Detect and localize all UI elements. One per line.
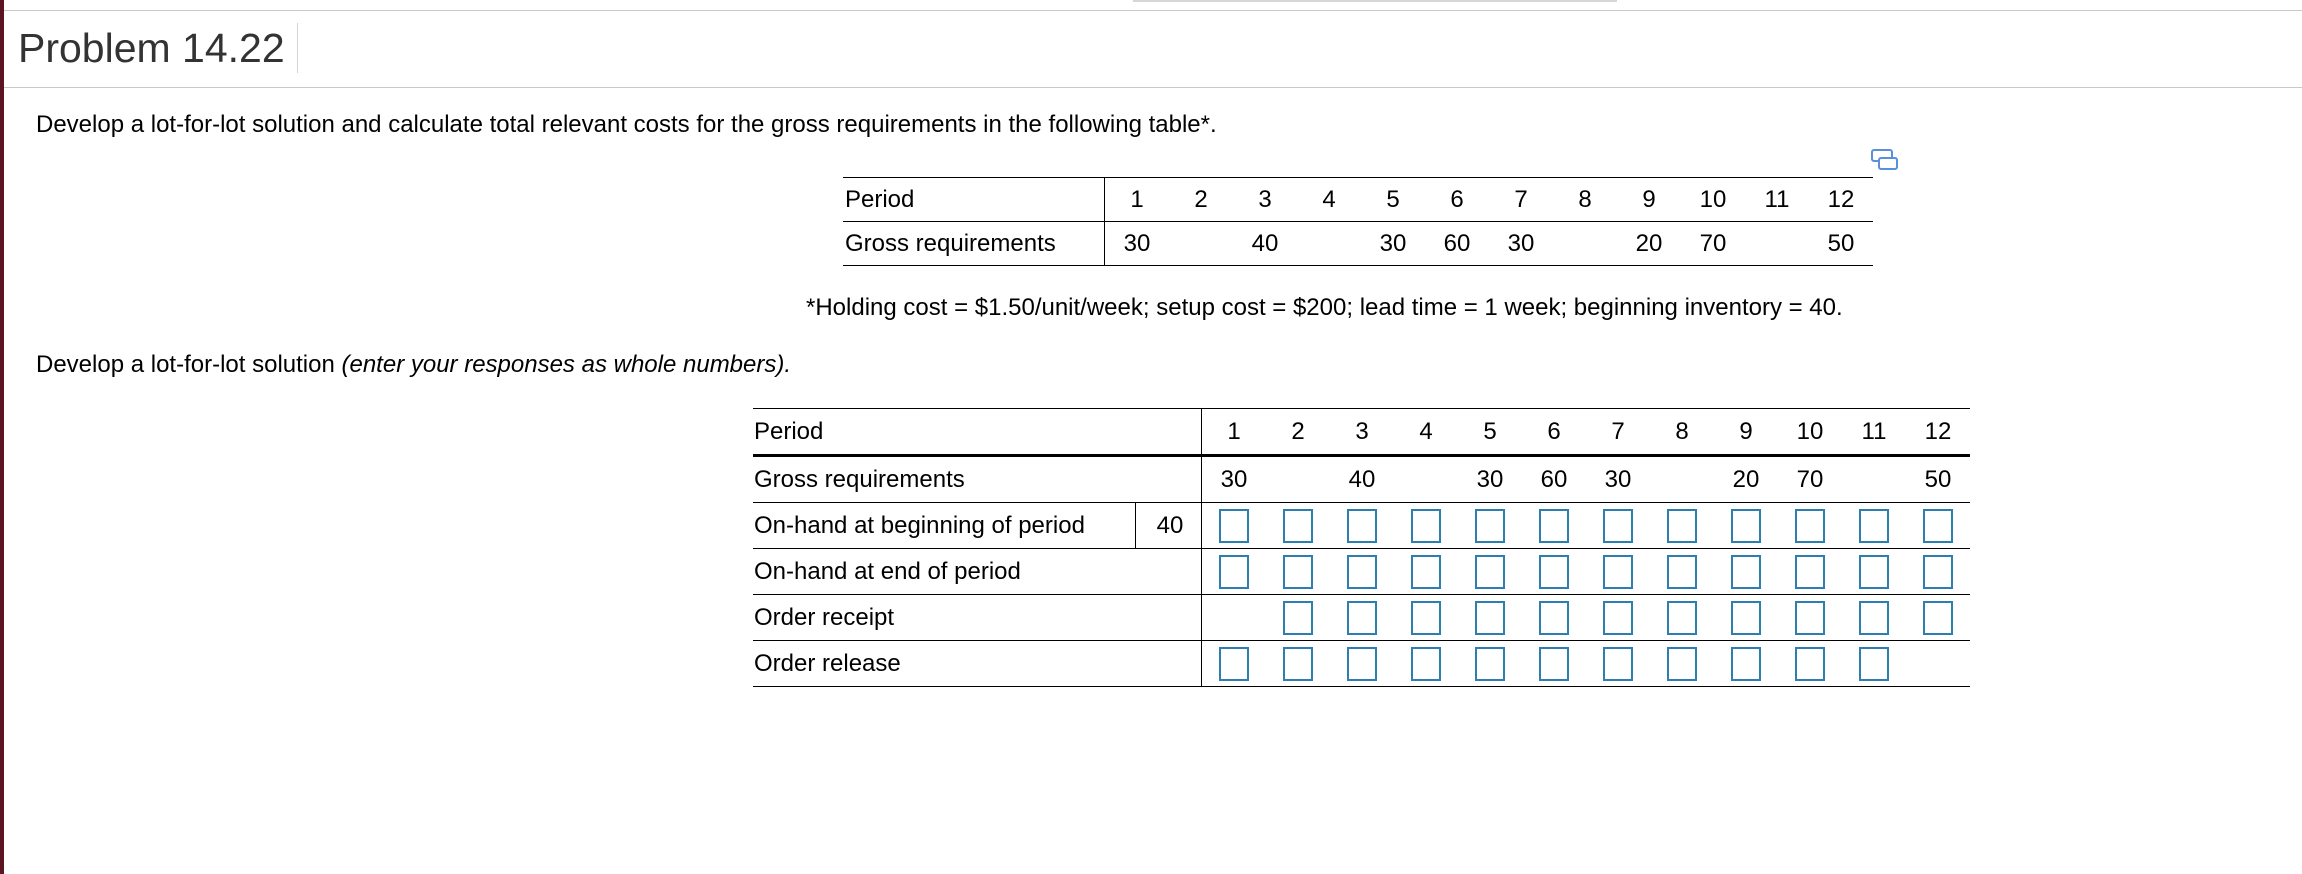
answer-period-8: 8 [1650,409,1714,456]
given-period-row [843,178,1873,222]
receipt-input-8[interactable] [1667,601,1697,635]
given-requirements-table [843,177,1873,266]
answer-end-label: On-hand at end of period [753,549,1202,595]
answer-period-11: 11 [1842,409,1906,456]
end-input-11[interactable] [1859,555,1889,589]
answer-period-1: 1 [1202,409,1267,456]
given-period-10: 10 [1681,178,1745,222]
title-bar [4,11,2302,88]
given-period-1: 1 [1105,178,1170,222]
receipt-input-11[interactable] [1859,601,1889,635]
answer-release-row [753,641,1970,687]
begin-input-9[interactable] [1731,509,1761,543]
release-input-9[interactable] [1731,647,1761,681]
answer-period-5: 5 [1458,409,1522,456]
answer-period-9: 9 [1714,409,1778,456]
answer-instructions-text: Develop a lot-for-lot solution [36,351,342,378]
given-period-5: 5 [1361,178,1425,222]
answer-period-3: 3 [1330,409,1394,456]
answer-receipt-label: Order receipt [753,595,1202,641]
given-gross-9: 20 [1617,222,1681,266]
receipt-input-10[interactable] [1795,601,1825,635]
given-gross-11 [1745,222,1809,266]
answer-gross-12: 50 [1906,456,1970,503]
given-gross-10: 70 [1681,222,1745,266]
receipt-input-7[interactable] [1603,601,1633,635]
answer-begin-row [753,503,1970,549]
top-scroll-tab [1133,0,1617,2]
end-input-10[interactable] [1795,555,1825,589]
receipt-cell-1-empty [1202,595,1267,641]
end-input-7[interactable] [1603,555,1633,589]
answer-gross-6: 60 [1522,456,1586,503]
end-input-9[interactable] [1731,555,1761,589]
begin-input-2[interactable] [1283,509,1313,543]
page-title: Problem 14.22 [18,23,298,73]
answer-begin-initial: 40 [1136,503,1202,549]
given-period-6: 6 [1425,178,1489,222]
given-period-4: 4 [1297,178,1361,222]
window-left-edge [0,0,4,874]
given-gross-8 [1553,222,1617,266]
answer-gross-3: 40 [1330,456,1394,503]
given-period-3: 3 [1233,178,1297,222]
release-input-11[interactable] [1859,647,1889,681]
end-input-5[interactable] [1475,555,1505,589]
given-gross-5: 30 [1361,222,1425,266]
receipt-input-3[interactable] [1347,601,1377,635]
answer-period-row [753,409,1970,456]
release-input-8[interactable] [1667,647,1697,681]
receipt-input-4[interactable] [1411,601,1441,635]
answer-begin-label: On-hand at beginning of period [753,503,1136,549]
answer-period-label: Period [753,409,1202,456]
answer-period-2: 2 [1266,409,1330,456]
answer-end-row [753,549,1970,595]
answer-receipt-row [753,595,1970,641]
answer-instructions-note: (enter your responses as whole numbers). [341,351,792,378]
answer-gross-7: 30 [1586,456,1650,503]
begin-input-7[interactable] [1603,509,1633,543]
end-input-8[interactable] [1667,555,1697,589]
given-gross-4 [1297,222,1361,266]
cost-footnote: *Holding cost = $1.50/unit/week; setup cost = $200; lead time = 1 week; beginning inventory = 40. [806,294,1843,321]
given-period-11: 11 [1745,178,1809,222]
given-period-12: 12 [1809,178,1873,222]
begin-input-1[interactable] [1219,509,1249,543]
begin-input-12[interactable] [1923,509,1953,543]
receipt-input-5[interactable] [1475,601,1505,635]
lot-for-lot-answer-table [753,408,1970,687]
end-input-2[interactable] [1283,555,1313,589]
release-input-1[interactable] [1219,647,1249,681]
answer-period-7: 7 [1586,409,1650,456]
given-gross-12: 50 [1809,222,1873,266]
end-input-6[interactable] [1539,555,1569,589]
answer-gross-9: 20 [1714,456,1778,503]
given-gross-2 [1169,222,1233,266]
end-input-12[interactable] [1923,555,1953,589]
answer-instructions [36,350,791,380]
answer-gross-5: 30 [1458,456,1522,503]
given-gross-3: 40 [1233,222,1297,266]
given-gross-1: 30 [1105,222,1170,266]
answer-period-6: 6 [1522,409,1586,456]
answer-gross-11 [1842,456,1906,503]
begin-input-10[interactable] [1795,509,1825,543]
problem-prompt: Develop a lot-for-lot solution and calculate total relevant costs for the gross requirements in the following table*. [36,111,1217,138]
receipt-input-9[interactable] [1731,601,1761,635]
release-input-3[interactable] [1347,647,1377,681]
answer-gross-4 [1394,456,1458,503]
given-gross-6: 60 [1425,222,1489,266]
release-input-4[interactable] [1411,647,1441,681]
answer-period-4: 4 [1394,409,1458,456]
receipt-input-2[interactable] [1283,601,1313,635]
given-period-2: 2 [1169,178,1233,222]
begin-input-3[interactable] [1347,509,1377,543]
answer-release-label: Order release [753,641,1202,687]
given-gross-row [843,222,1873,266]
answer-period-10: 10 [1778,409,1842,456]
begin-input-6[interactable] [1539,509,1569,543]
given-period-8: 8 [1553,178,1617,222]
answer-gross-8 [1650,456,1714,503]
release-cell-12-empty [1906,641,1970,687]
given-period-9: 9 [1617,178,1681,222]
answer-gross-row [753,456,1970,503]
end-input-4[interactable] [1411,555,1441,589]
end-input-1[interactable] [1219,555,1249,589]
answer-gross-10: 70 [1778,456,1842,503]
begin-input-5[interactable] [1475,509,1505,543]
receipt-input-12[interactable] [1923,601,1953,635]
begin-input-11[interactable] [1859,509,1889,543]
release-input-10[interactable] [1795,647,1825,681]
release-input-5[interactable] [1475,647,1505,681]
given-period-label: Period [843,178,1105,222]
receipt-input-6[interactable] [1539,601,1569,635]
given-period-7: 7 [1489,178,1553,222]
answer-gross-2 [1266,456,1330,503]
copy-to-clipboard-icon[interactable] [1871,149,1899,171]
given-gross-label: Gross requirements [843,222,1105,266]
end-input-3[interactable] [1347,555,1377,589]
answer-gross-1: 30 [1202,456,1267,503]
begin-input-8[interactable] [1667,509,1697,543]
release-input-7[interactable] [1603,647,1633,681]
answer-period-12: 12 [1906,409,1970,456]
given-gross-7: 30 [1489,222,1553,266]
release-input-2[interactable] [1283,647,1313,681]
answer-gross-label: Gross requirements [753,456,1202,503]
begin-input-4[interactable] [1411,509,1441,543]
release-input-6[interactable] [1539,647,1569,681]
